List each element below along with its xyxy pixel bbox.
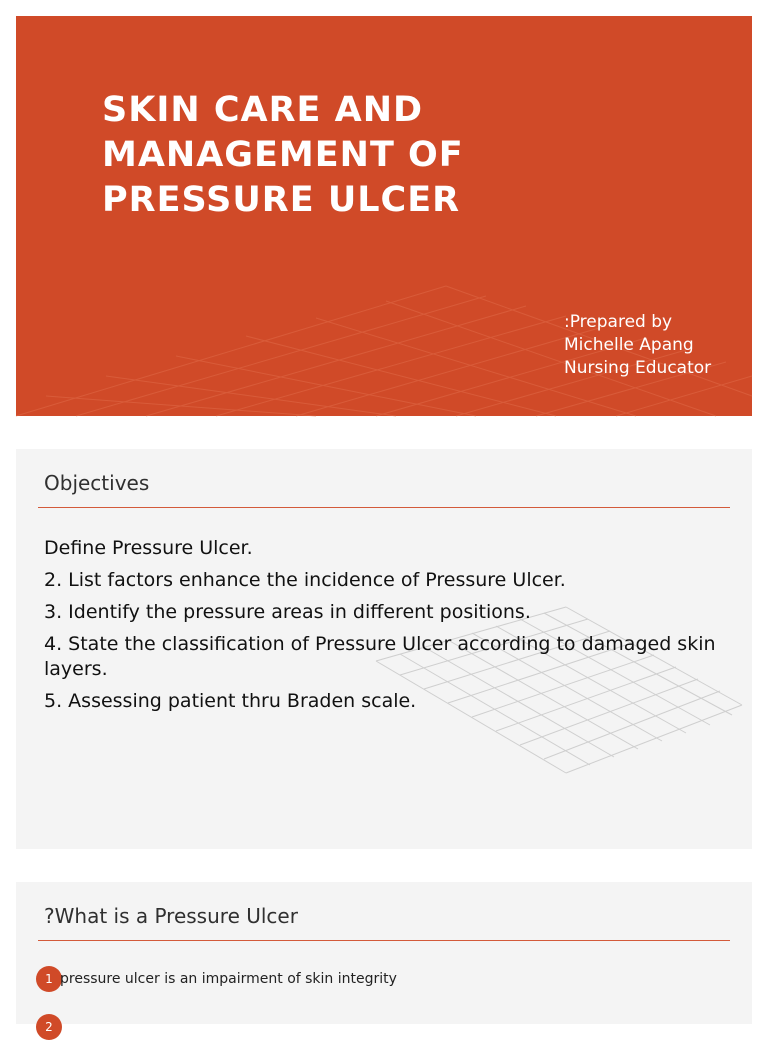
definition-slide <box>16 882 752 1034</box>
objective-item: Define Pressure Ulcer. <box>44 537 253 559</box>
author-block <box>564 311 711 380</box>
objectives-list <box>44 536 744 721</box>
author-name: Michelle Apang <box>564 335 694 355</box>
title-slide <box>16 16 752 416</box>
title-line-2: MANAGEMENT OF <box>102 135 464 175</box>
bullet-text: pressure ulcer is an impairment of skin integrity <box>60 971 397 987</box>
prepared-by-label: :Prepared by <box>564 312 673 332</box>
objective-item: 3. Identify the pressure areas in different positions. <box>44 601 531 623</box>
definition-heading: ?What is a Pressure Ulcer <box>44 904 298 928</box>
list-item <box>36 1014 60 1040</box>
heading-divider <box>38 507 730 508</box>
title-line-3: PRESSURE ULCER <box>102 180 461 220</box>
objective-item: 4. State the classification of Pressure Ulcer according to damaged skin layers. <box>44 633 716 680</box>
author-role: Nursing Educator <box>564 358 712 378</box>
objectives-slide <box>16 449 752 849</box>
objectives-heading: Objectives <box>44 471 150 495</box>
title-line-1: SKIN CARE AND <box>102 90 424 130</box>
presentation-title <box>102 88 464 223</box>
heading-divider <box>38 940 730 941</box>
objective-item: 2. List factors enhance the incidence of Pressure Ulcer. <box>44 569 566 591</box>
bullet-number-badge: 2 <box>36 1014 62 1040</box>
bullet-number-badge: 1 <box>36 966 62 992</box>
list-item <box>36 966 397 992</box>
objective-item: 5. Assessing patient thru Braden scale. <box>44 690 417 712</box>
